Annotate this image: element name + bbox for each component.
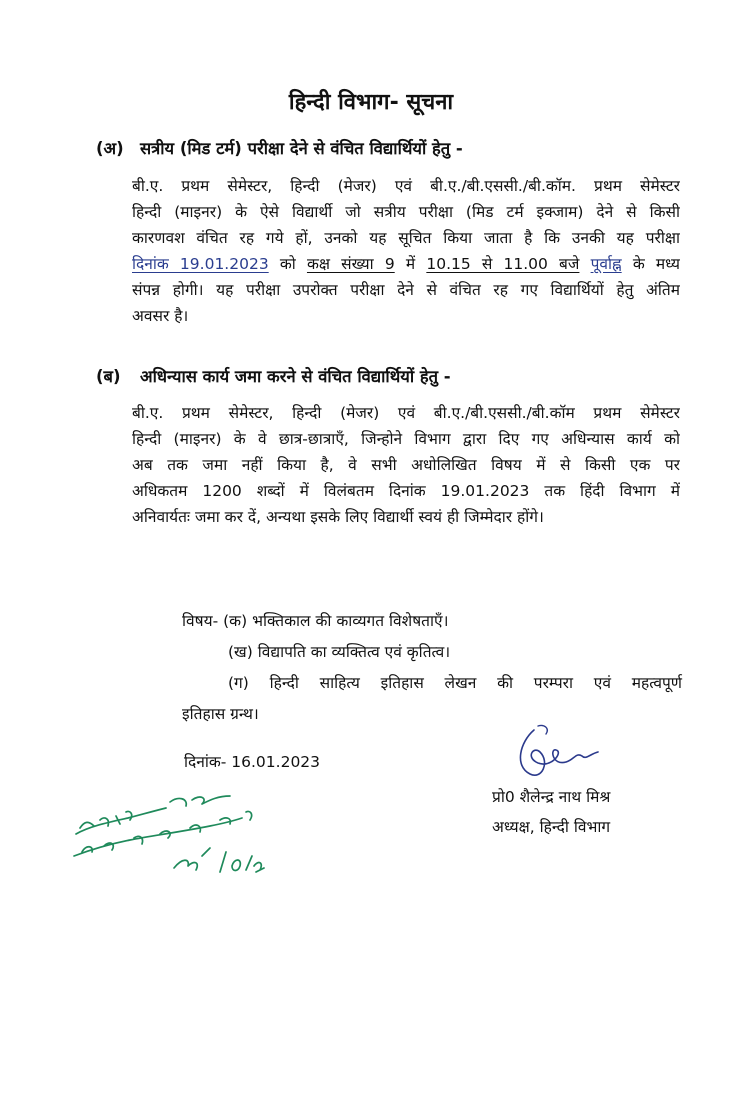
section-a-paragraph	[132, 173, 680, 329]
section-b-line-4: अधिकतम 1200 शब्दों में विलंबतम दिनांक 19.01.2023 तक हिंदी विभाग में	[132, 482, 680, 500]
section-a-line-4	[132, 251, 680, 277]
section-a-line-6: अवसर है।	[132, 307, 189, 325]
section-a-heading-text: सत्रीय (मिड टर्म) परीक्षा देने से वंचित विद्यार्थियों हेतु -	[140, 139, 463, 158]
signatory-block	[492, 782, 610, 842]
subject-text: विद्यापति का व्यक्तित्व एवं कृतित्व।	[257, 643, 451, 661]
exam-date: दिनांक 19.01.2023	[132, 255, 269, 273]
section-a-heading	[96, 136, 463, 159]
section-b-line-3: अब तक जमा नहीं किया है, वे सभी अधोलिखित विषय में से किसी एक पर	[132, 456, 680, 474]
subjects-list	[182, 606, 682, 730]
signature-image	[490, 722, 610, 782]
notice-title: हिन्दी विभाग- सूचना	[288, 90, 454, 115]
section-a-line-3: कारणवश वंचित रह गये हों, उनको यह सूचित किया जाता है कि उनकी यह परीक्षा	[132, 229, 680, 247]
subject-marker: (क)	[223, 612, 248, 630]
word-rest: के मध्य	[632, 255, 680, 273]
section-b-heading	[96, 364, 451, 387]
subject-text: हिन्दी साहित्य इतिहास लेखन की परम्परा एवं महत्वपूर्ण	[269, 674, 682, 692]
section-a-line-2: हिन्दी (माइनर) के ऐसे विद्यार्थी जो सत्रीय परीक्षा (मिड टर्म इक्जाम) देने से किसी	[132, 203, 680, 221]
section-b-heading-text: अधिन्यास कार्य जमा करने से वंचित विद्यार्थियों हेतु -	[140, 367, 451, 386]
subjects-label: विषय-	[182, 612, 219, 630]
signatory-name: प्रो0 शैलेन्द्र नाथ मिश्र	[492, 788, 611, 806]
exam-forenoon: पूर्वाह्न	[590, 255, 622, 273]
exam-room: कक्ष संख्या 9	[306, 255, 395, 273]
exam-time: 10.15 से 11.00 बजे	[426, 255, 580, 273]
section-b-line-2: हिन्दी (माइनर) के वे छात्र-छात्राएँ, जिन्होने विभाग द्वारा दिए गए अधिन्यास कार्य को	[132, 430, 680, 448]
section-b-line-1: बी.ए. प्रथम सेमेस्टर, हिन्दी (मेजर) एवं बी.ए./बी.एससी./बी.कॉम प्रथम सेमेस्टर	[132, 404, 680, 422]
handwritten-note-image	[70, 782, 270, 882]
subject-marker: (ग)	[228, 674, 249, 692]
subject-item-ka	[182, 606, 682, 637]
section-a-line-1: बी.ए. प्रथम सेमेस्टर, हिन्दी (मेजर) एवं बी.ए./बी.एससी./बी.कॉम. प्रथम सेमेस्टर	[132, 177, 680, 195]
subject-continuation: इतिहास ग्रन्थ।	[182, 705, 259, 723]
word-ko: को	[279, 255, 296, 273]
subject-marker: (ख)	[228, 643, 253, 661]
section-a-line-5: संपन्न होगी। यह परीक्षा उपरोक्त परीक्षा देने से वंचित रह गए विद्यार्थियों हेतु अंतिम	[132, 281, 680, 299]
subject-item-kha	[182, 637, 682, 668]
section-b-paragraph	[132, 400, 680, 530]
section-b-line-5: अनिवार्यतः जमा कर दें, अन्यथा इसके लिए विद्यार्थी स्वयं ही जिम्मेदार होंगे।	[132, 508, 544, 526]
word-mein: में	[405, 255, 416, 273]
subject-item-ga	[182, 668, 682, 699]
notice-date: दिनांक- 16.01.2023	[184, 753, 321, 771]
section-b-marker: (ब)	[96, 367, 121, 386]
signatory-designation: अध्यक्ष, हिन्दी विभाग	[492, 818, 611, 836]
section-a-marker: (अ)	[96, 139, 124, 158]
subject-text: भक्तिकाल की काव्यगत विशेषताएँ।	[252, 612, 449, 630]
